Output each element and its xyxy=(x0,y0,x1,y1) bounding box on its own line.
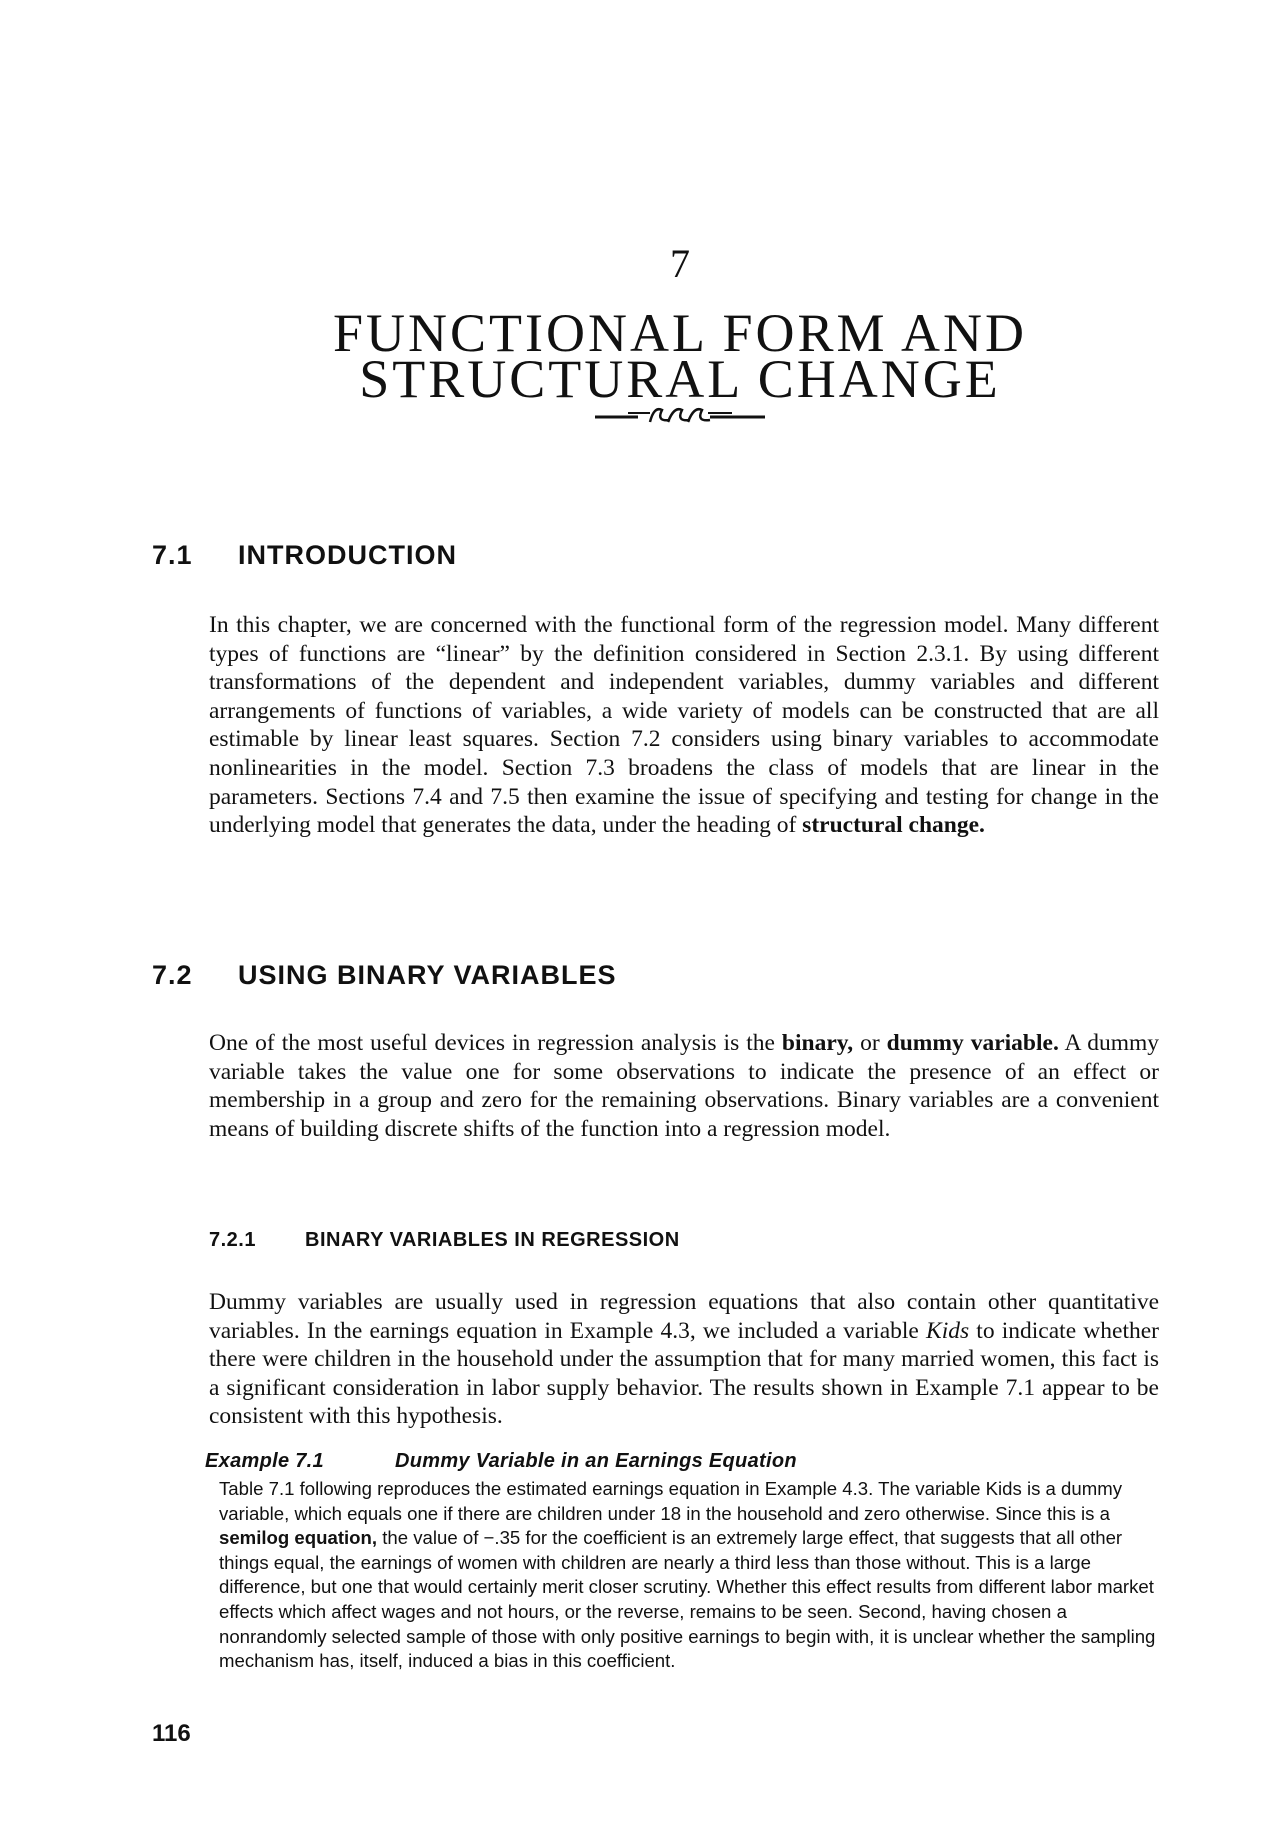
italic-term-kids: Kids xyxy=(926,1317,970,1344)
intro-bold-term: structural change. xyxy=(802,812,985,839)
intro-paragraph xyxy=(209,611,1159,840)
chapter-title-line2: STRUCTURAL CHANGE xyxy=(359,349,1001,409)
chapter-title-line1: FUNCTIONAL FORM AND xyxy=(332,303,1028,363)
subsection-title: BINARY VARIABLES IN REGRESSION xyxy=(305,1229,680,1251)
section-number: 7.1 xyxy=(152,540,193,570)
para-text: to indicate whether there were children in the household under the assumption that for many married women, this fact is a significant consideration in labor supply behavior. The results shown in Example 7.1 appear to be consistent with this hypothesis. xyxy=(209,1317,1159,1430)
section-heading-7-2 xyxy=(152,960,617,991)
section-title: INTRODUCTION xyxy=(238,540,457,570)
section-number: 7.2 xyxy=(152,960,193,990)
binary-variables-paragraph xyxy=(209,1029,1159,1143)
bold-term-dummy: dummy variable. xyxy=(886,1030,1059,1056)
example-heading xyxy=(205,1450,797,1473)
para-text: One of the most useful devices in regression analysis is the xyxy=(209,1030,782,1056)
section-heading-7-1 xyxy=(152,540,457,571)
bold-term-semilog: semilog equation, xyxy=(219,1527,378,1549)
page-number: 116 xyxy=(152,1720,191,1747)
para-text: Dummy variables are usually used in regression equations that also contain other quantitative variables. In the earnings equation in Example 4.3, we included a variable xyxy=(209,1289,1159,1344)
intro-text: In this chapter, we are concerned with the functional form of the regression model. Many different types of functions are “linear” by the definition considered in Section 2.3.1. By using different transformations of the dependent and independent variables, dummy variables and different arrangements of functions of variables, a wide variety of models can be constructed that are all estimable by linear least squares. Section 7.2 considers using binary variables to accommodate nonlinearities in the model. Section 7.3 broadens the class of models that are linear in the parameters. Sections 7.4 and 7.5 then examine the issue of specifying and testing for change in the underlying model that generates the data, under the heading of xyxy=(209,612,1159,839)
example-body xyxy=(219,1477,1158,1674)
regression-paragraph xyxy=(209,1288,1159,1431)
chapter-number: 7 xyxy=(670,241,690,286)
ornament-icon xyxy=(590,402,770,430)
example-label: Example 7.1 xyxy=(205,1450,324,1472)
section-title: USING BINARY VARIABLES xyxy=(238,960,617,990)
example-title: Dummy Variable in an Earnings Equation xyxy=(395,1450,797,1472)
example-text: Table 7.1 following reproduces the estimated earnings equation in Example 4.3. The variable Kids is a dummy variable, which equals one if there are children under 18 in the household and zero otherwise. Since this is a xyxy=(219,1478,1122,1524)
bold-term-binary: binary, xyxy=(781,1030,854,1056)
para-text: A dummy variable takes the value one for some observations to indicate the presence of an effect or membership in a group and zero for the remaining observations. Binary variables are a convenient means of building discrete shifts of the function into a regression model. xyxy=(209,1030,1160,1142)
para-text: or xyxy=(853,1030,887,1056)
example-text: the value of −.35 for the coefficient is an extremely large effect, that suggests that all other things equal, the earnings of women with children are nearly a third less than those without. This is a large difference, but one that would certainly merit closer scrutiny. Whether this effect results from different labor market effects which affect wages and not hours, or the reverse, remains to be seen. Second, having chosen a nonrandomly selected sample of those with only positive earnings to begin with, it is unclear whether the sampling mechanism has, itself, induced a bias in this coefficient. xyxy=(219,1527,1156,1672)
subsection-heading-7-2-1 xyxy=(209,1229,680,1252)
subsection-number: 7.2.1 xyxy=(209,1229,256,1251)
